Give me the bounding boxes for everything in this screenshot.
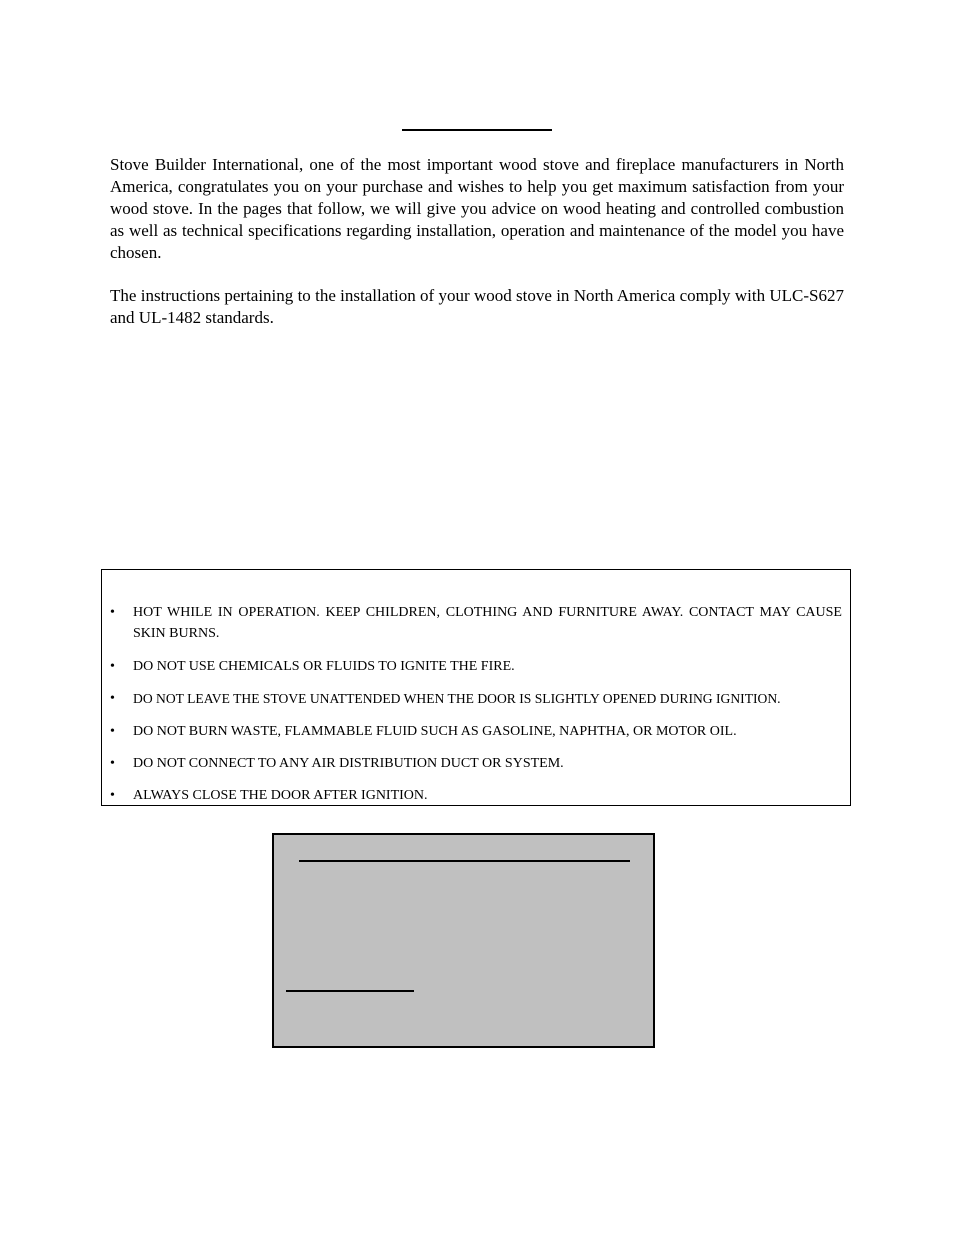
bullet-icon: • [110,691,115,706]
warning-text: DO NOT USE CHEMICALS OR FLUIDS TO IGNITE THE FIRE. [133,659,515,674]
warning-box [101,569,851,806]
warning-text: DO NOT LEAVE THE STOVE UNATTENDED WHEN THE DOOR IS SLIGHTLY OPENED DURING IGNITION. [133,691,781,706]
bullet-icon: • [110,788,115,803]
notice-subtitle-underline [286,990,414,992]
heading-underline [402,129,552,131]
standards-paragraph: The instructions pertaining to the installation of your wood stove in North America comply with ULC-S627 and UL-1482 standards. [110,286,844,327]
bullet-icon: • [110,605,115,620]
warning-text: HOT WHILE IN OPERATION. KEEP CHILDREN, CLOTHING AND FURNITURE AWAY. CONTACT MAY CAUSE SKIN BURNS. [133,605,842,641]
bullet-icon: • [110,724,115,739]
warning-text: DO NOT BURN WASTE, FLAMMABLE FLUID SUCH AS GASOLINE, NAPHTHA, OR MOTOR OIL. [133,724,737,739]
notice-title-underline [299,860,630,862]
warning-text: DO NOT CONNECT TO ANY AIR DISTRIBUTION DUCT OR SYSTEM. [133,756,564,771]
shaded-notice-box [272,833,655,1048]
intro-paragraph: Stove Builder International, one of the most important wood stove and fireplace manufacturers in North America, congratulates you on your purchase and wishes to help you get maximum satisfaction from your wood stove. In the pages that follow, we will give you advice on wood heating and controlled combustion as well as technical specifications regarding installation, operation and maintenance of the model you have chosen. [110,155,844,262]
warning-text: ALWAYS CLOSE THE DOOR AFTER IGNITION. [133,788,428,803]
bullet-icon: • [110,756,115,771]
bullet-icon: • [110,659,115,674]
